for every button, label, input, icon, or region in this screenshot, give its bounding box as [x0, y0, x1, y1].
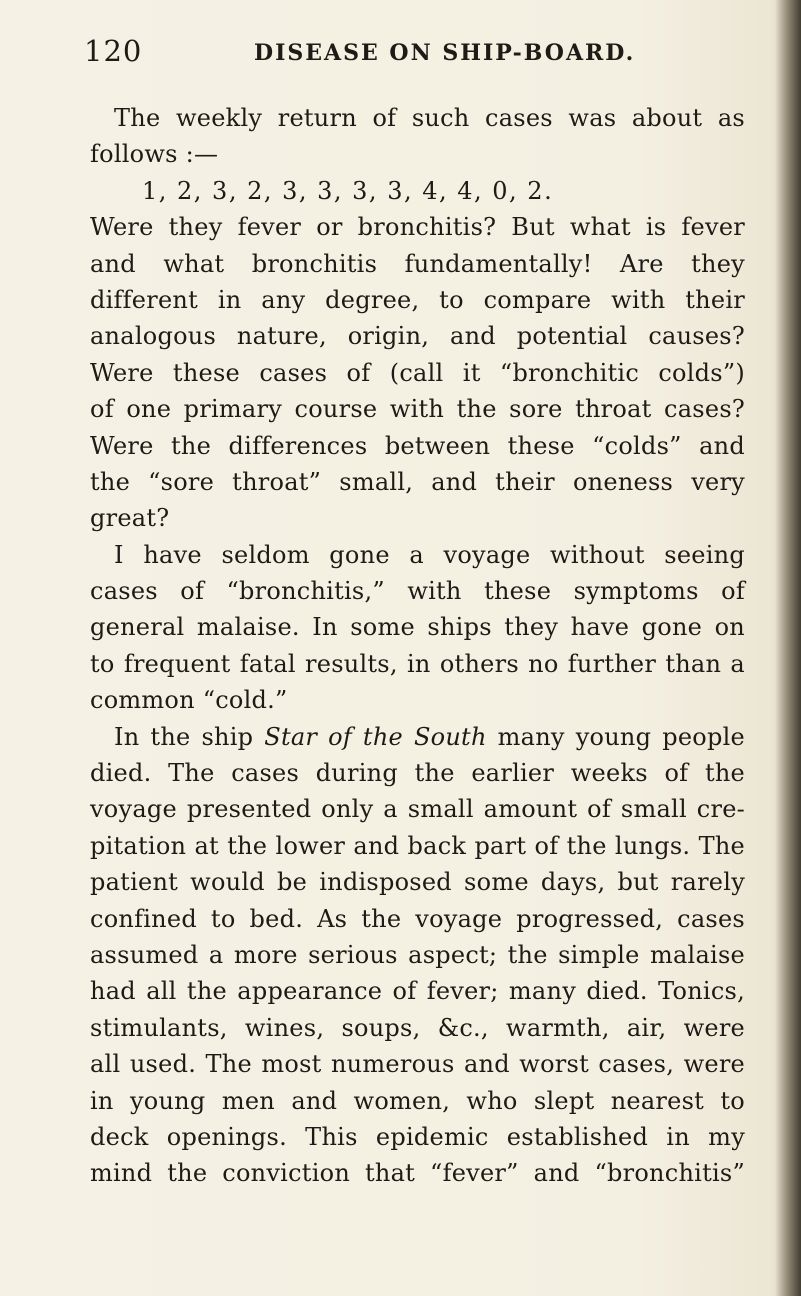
text-line: deck openings. This epidemic established in my [90, 1122, 745, 1151]
running-head [84, 32, 724, 72]
text-line: follows :— [90, 140, 219, 169]
binding-edge-shadow [775, 0, 801, 1296]
text-line: great? [90, 504, 170, 533]
text-line: assumed a more serious aspect; the simple malaise [90, 940, 745, 969]
text-line: Were these cases of (call it “bronchitic colds”) [90, 358, 745, 387]
text-line: stimulants, wines, soups, &c., warmth, air, were [90, 1013, 745, 1042]
running-title: DISEASE ON SHIP-BOARD. [254, 40, 636, 66]
text-line: to frequent fatal results, in others no further than a [90, 649, 745, 678]
text-line: patient would be indisposed some days, but rarely [90, 868, 745, 897]
weekly-return-figures: 1, 2, 3, 2, 3, 3, 3, 3, 4, 4, 0, 2. [142, 176, 554, 205]
text-line: mind the conviction that “fever” and “bronchitis” [90, 1159, 745, 1188]
ship-name: Star of the South [264, 722, 487, 751]
text-line: all used. The most numerous and worst cases, were [90, 1050, 745, 1079]
text-line: voyage presented only a small amount of small cre- [90, 795, 745, 824]
page-number: 120 [84, 34, 143, 68]
star-line-lead: In the ship [114, 722, 254, 751]
text-line: different in any degree, to compare with their [90, 285, 745, 314]
text-line: confined to bed. As the voyage progressed, cases [90, 904, 745, 933]
text-line: analogous nature, origin, and potential causes? [90, 322, 745, 351]
text-line: pitation at the lower and back part of the lungs. The [90, 831, 745, 860]
text-line: the “sore throat” small, and their oneness very [90, 467, 745, 496]
text-line: Were they fever or bronchitis? But what is fever [90, 213, 745, 242]
text-line: had all the appearance of fever; many died. Tonics, [90, 977, 745, 1006]
body-text [90, 100, 745, 1192]
text-line: cases of “bronchitis,” with these symptoms of [90, 577, 745, 606]
text-line: I have seldom gone a voyage without seeing [114, 540, 745, 569]
text-line: The weekly return of such cases was about as [114, 104, 745, 132]
text-line: died. The cases during the earlier weeks of the [90, 759, 745, 788]
text-line: Were the differences between these “colds” and [90, 431, 745, 460]
text-line: of one primary course with the sore throat cases? [90, 395, 745, 424]
text-line: general malaise. In some ships they have gone on [90, 613, 745, 642]
text-line: common “cold.” [90, 686, 288, 715]
text-line-star-of-the-south [90, 719, 745, 755]
text-line: and what bronchitis fundamentally! Are they [90, 249, 745, 278]
star-line-rest: many young people [497, 722, 745, 751]
text-line: in young men and women, who slept nearest to [90, 1086, 745, 1115]
